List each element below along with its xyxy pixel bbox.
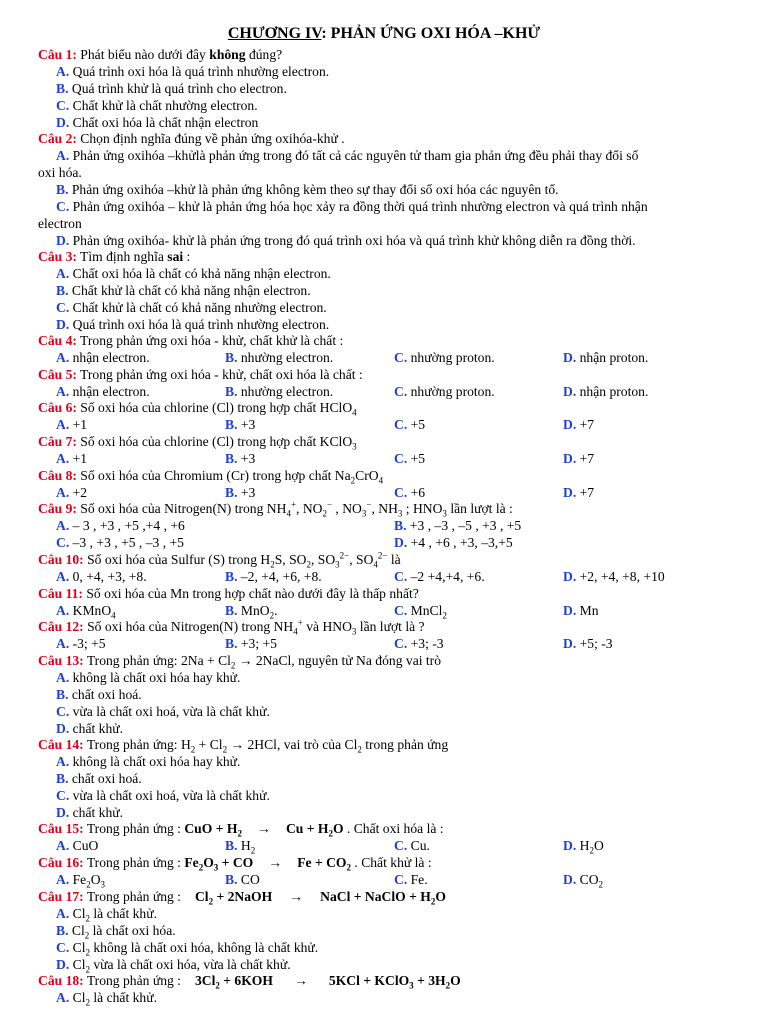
q11-options: A. KMnO$_4$ B. MnO$_2$. C. MnCl$_2$ D. Mn	[56, 603, 599, 621]
question-10: Câu 10: Số oxi hóa của Sulfur (S) trong $H_2S$, $SO_2$, $SO_3^{2-}$, $SO_4^{2-}$ là	[38, 550, 401, 570]
question-9: Câu 9: Số oxi hóa của Nitrogen(N) trong $NH_4^+$, $NO_2^-$ , $NO_3^-$, $NH_3$ ; $HNO_3$ lần lượt là :	[38, 499, 513, 519]
q3-option-d: D. Quá trình oxi hóa là quá trình nhường electron.	[56, 317, 330, 332]
question-16: Câu 16: Trong phản ứng : $Fe_2O_3$ + CO → $Fe + CO_2$ . Chất khử là :	[38, 855, 432, 873]
question-5: Câu 5: Trong phản ứng oxi hóa - khử, chất oxi hóa là chất :	[38, 367, 363, 382]
q15-options: A. CuO B. $H_2$ C. Cu. D. $H_2O$	[56, 838, 604, 856]
question-12: Câu 12: Số oxi hóa của Nitrogen(N) trong $NH_4^+$ và $HNO_3$ lần lượt là ?	[38, 617, 425, 637]
q3-option-a: A. Chất oxi hóa là chất có khả năng nhận electron.	[56, 266, 331, 281]
q17-option-c: C. $Cl_2$ không là chất oxi hóa, không là chất khử.	[56, 940, 319, 958]
question-8: Câu 8: Số oxi hóa của Chromium (Cr) trong hợp chất $Na_2CrO_4$	[38, 468, 384, 486]
question-18: Câu 18: Trong phản ứng : $3Cl_2 + 6KOH \to 5KCl$ + KClO$_3$ + $3H_2O$	[38, 973, 461, 991]
q2-option-a-cont: oxi hóa.	[38, 165, 82, 180]
q4-options: A. nhận electron. B. nhường electron. C. nhường proton. D. nhận proton.	[56, 350, 649, 365]
q6-options: A. +1 B. +3 C. +5 D. +7	[56, 417, 595, 432]
question-1: Câu 1: Phát biểu nào dưới đây không đúng?	[38, 47, 283, 62]
q5-options: A. nhận electron. B. nhường electron. C. nhường proton. D. nhận proton.	[56, 384, 649, 399]
q17-option-d: D. $Cl_2$ vừa là chất oxi hóa, vừa là chất khử.	[56, 957, 291, 975]
question-7: Câu 7: Số oxi hóa của chlorine (Cl) trong hợp chất KClO$_3$	[38, 434, 357, 452]
q2-option-c: C. Phản ứng oxihóa – khử là phản ứng hóa học xảy ra đồng thời quá trình nhường electron và quá trình nhận	[56, 199, 648, 214]
question-2: Câu 2: Chọn định nghĩa đúng về phản ứng oxihóa-khử .	[38, 131, 345, 146]
question-14: Câu 14: Trong phản ứng: $H_2 + Cl_2 \to 2HCl$, vai trò của $Cl_2$ trong phản ứng	[38, 737, 449, 755]
q2-option-c-cont: electron	[38, 216, 82, 231]
question-6: Câu 6: Số oxi hóa của chlorine (Cl) trong hợp chất HClO$_4$	[38, 400, 357, 418]
q2-option-a: A. Phản ứng oxihóa –khửlà phản ứng trong đó tất cả các nguyên tử tham gia phản ứng đều phải thay đổi số	[56, 148, 639, 163]
q9-options-ab: A. – 3 , +3 , +5 ,+4 , +6 B. +3 , –3 , –5 , +3 , +5	[56, 518, 522, 533]
question-11: Câu 11: Số oxi hóa của Mn trong hợp chất nào dưới đây là thấp nhất?	[38, 586, 419, 601]
q3-option-c: C. Chất khử là chất có khả năng nhường electron.	[56, 300, 327, 315]
q2-option-d: D. Phản ứng oxihóa- khử là phản ứng trong đó quá trình oxi hóa và quá trình khử không diễn ra đồng thời.	[56, 233, 636, 248]
q3-option-b: B. Chất khử là chất có khả năng nhận electron.	[56, 283, 311, 298]
q14-option-a: A. không là chất oxi hóa hay khử.	[56, 754, 241, 769]
q16-options: A. $Fe_2O_3$ B. CO C. Fe. D. $CO_2$	[56, 872, 604, 890]
q14-option-d: D. chất khử.	[56, 805, 124, 820]
q12-options: A. -3; +5 B. +3; +5 C. +3; -3 D. +5; -3	[56, 636, 613, 651]
question-3: Câu 3: Tìm định nghĩa sai :	[38, 249, 191, 264]
question-4: Câu 4: Trong phản ứng oxi hóa - khử, chất khử là chất :	[38, 333, 344, 348]
q17-option-b: B. $Cl_2$ là chất oxi hóa.	[56, 923, 176, 941]
q13-option-d: D. chất khử.	[56, 721, 124, 736]
q7-options: A. +1 B. +3 C. +5 D. +7	[56, 451, 595, 466]
q1-option-a: A. Quá trình oxi hóa là quá trình nhường electron.	[56, 64, 330, 79]
q14-option-c: C. vừa là chất oxi hoá, vừa là chất khử.	[56, 788, 270, 803]
q18-option-a: A. $Cl_2$ là chất khử.	[56, 990, 157, 1008]
q8-options: A. +2 B. +3 C. +6 D. +7	[56, 485, 595, 500]
q1-option-b: B. Quá trình khử là quá trình cho electron.	[56, 81, 287, 96]
q1-option-c: C. Chất khử là chất nhường electron.	[56, 98, 258, 113]
q14-option-b: B. chất oxi hoá.	[56, 771, 142, 786]
q13-option-b: B. chất oxi hoá.	[56, 687, 142, 702]
q2-option-b: B. Phản ứng oxihóa –khử là phản ứng không kèm theo sự thay đổi số oxi hóa các nguyên tố.	[56, 182, 559, 197]
question-15: Câu 15: Trong phản ứng : CuO + $H_2 \to Cu + H_2O$ . Chất oxi hóa là :	[38, 821, 444, 839]
q13-option-a: A. không là chất oxi hóa hay khử.	[56, 670, 241, 685]
q13-option-c: C. vừa là chất oxi hoá, vừa là chất khử.	[56, 704, 270, 719]
q1-option-d: D. Chất oxi hóa là chất nhận electron	[56, 115, 259, 130]
question-17: Câu 17: Trong phản ứng : $Cl_2$ + 2NaOH → NaCl + NaClO + $H_2O$	[38, 889, 446, 907]
question-13: Câu 13: Trong phản ứng: $2Na + Cl_2$ → 2NaCl, nguyên tử Na đóng vai trò	[38, 653, 442, 671]
chapter-title: CHƯƠNG IV: PHẢN ỨNG OXI HÓA –KHỬ	[227, 25, 541, 42]
q17-option-a: A. $Cl_2$ là chất khử.	[56, 906, 157, 924]
q10-options: A. 0, +4, +3, +8. B. –2, +4, +6, +8. C. –2 +4,+4, +6. D. +2, +4, +8, +10	[56, 569, 665, 584]
q9-options-cd: C. –3 , +3 , +5 , –3 , +5 D. +4 , +6 , +3, –3,+5	[56, 535, 513, 550]
